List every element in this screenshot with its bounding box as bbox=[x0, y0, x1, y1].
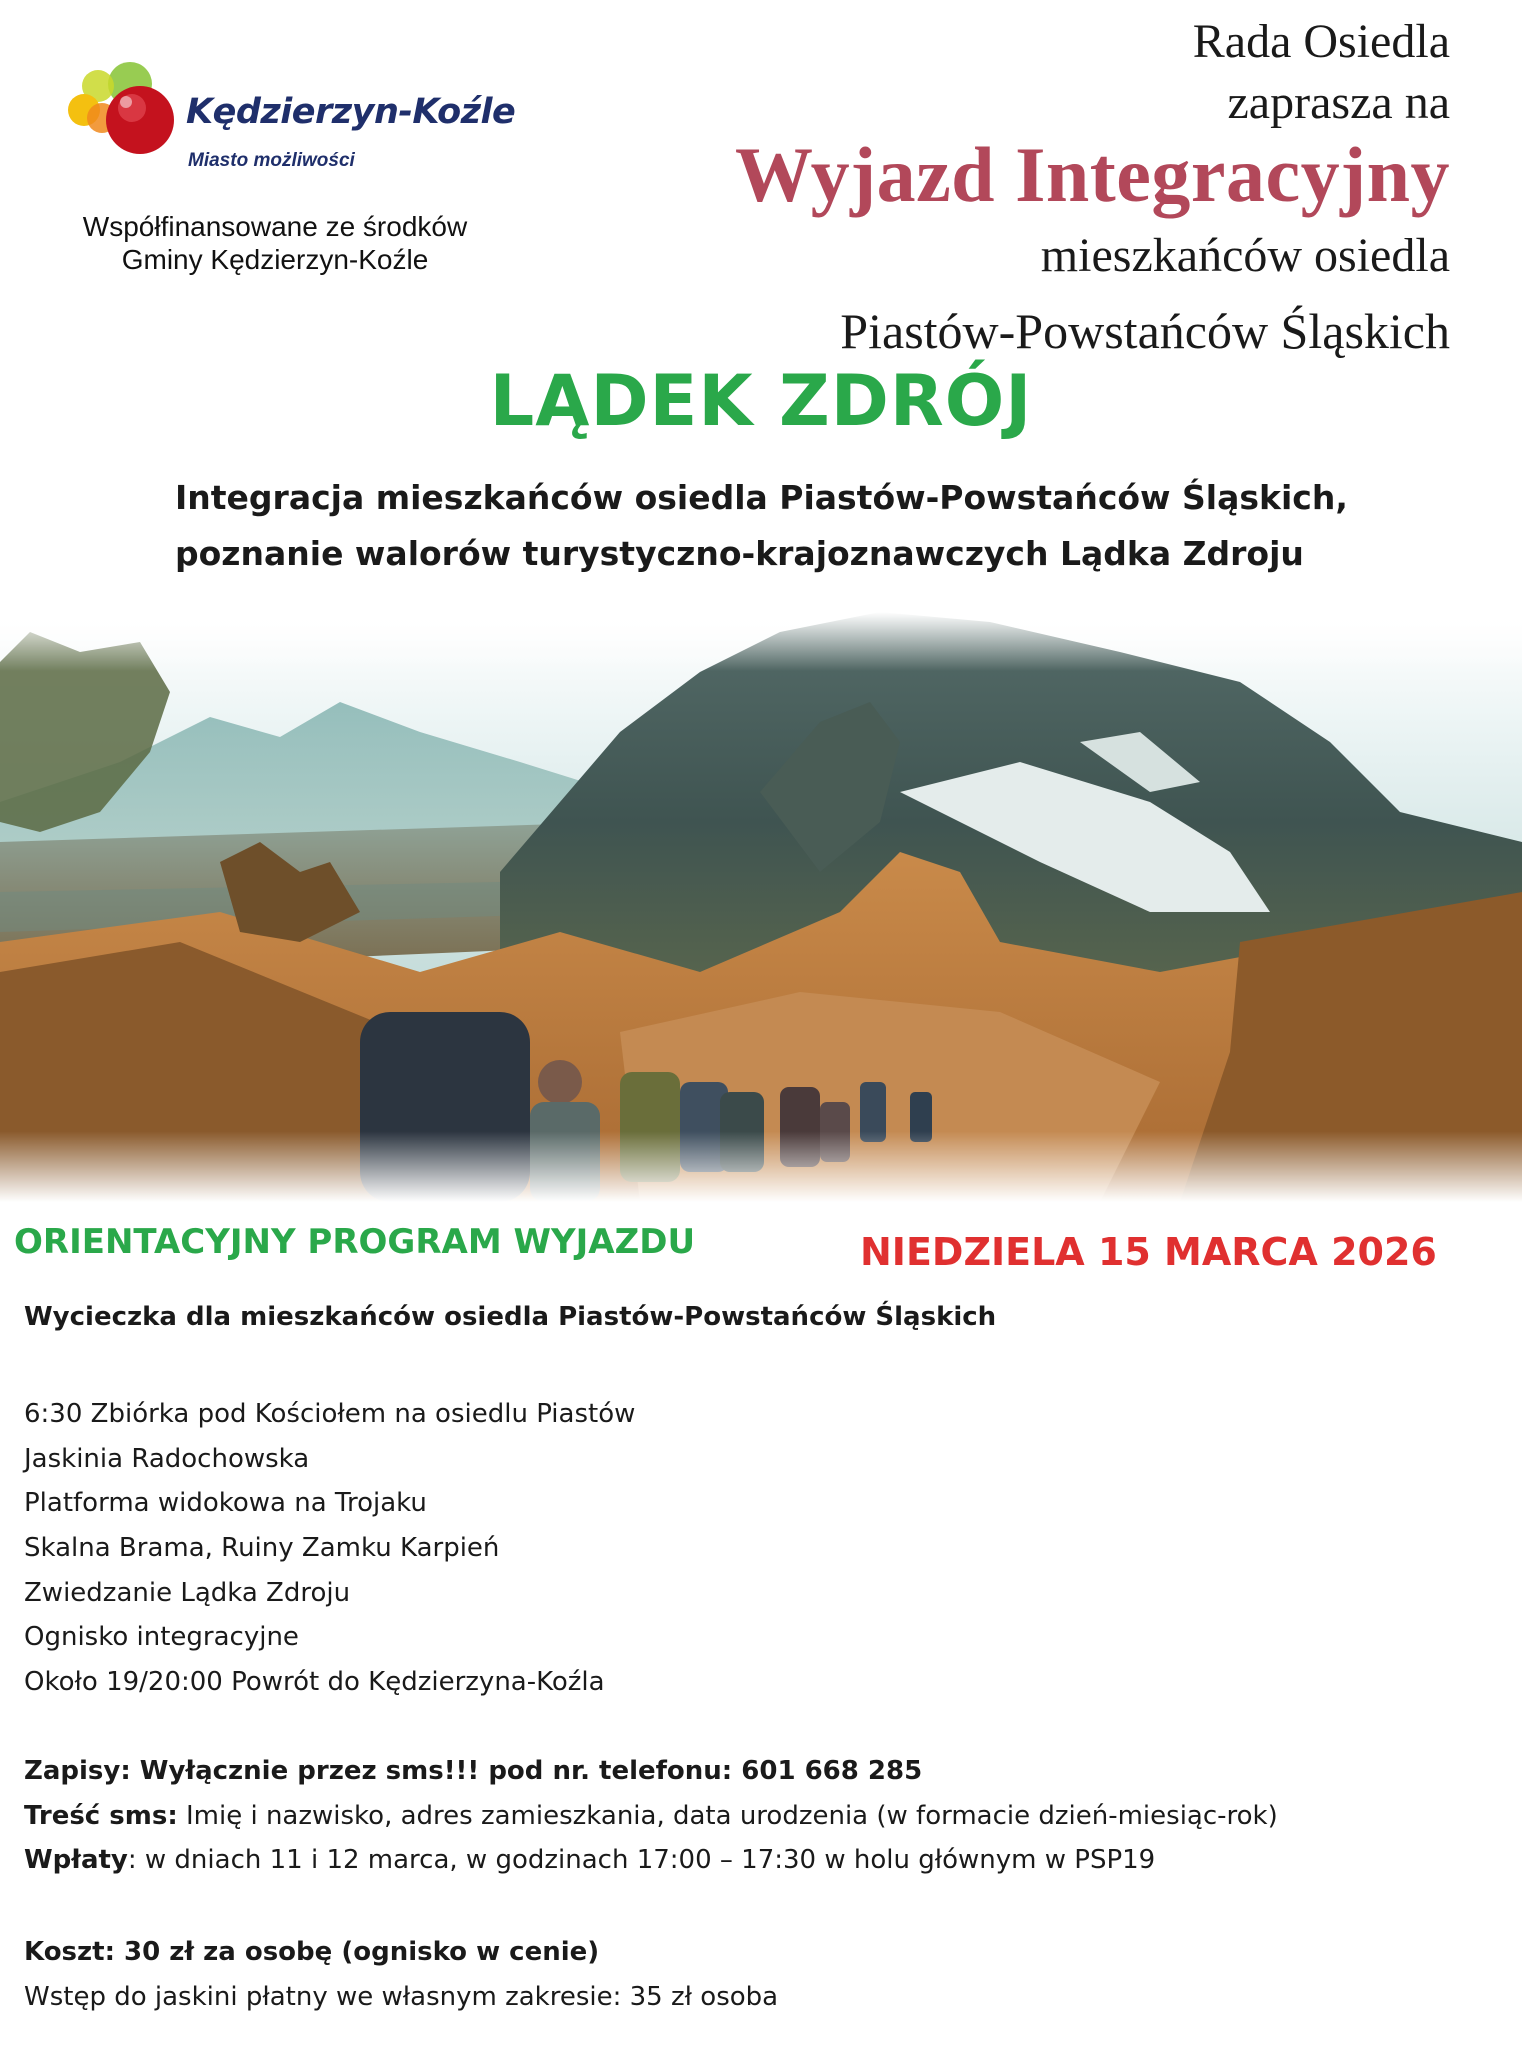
itinerary-item: Około 19/20:00 Powrót do Kędzierzyna-Koźla bbox=[24, 1667, 605, 1698]
cost-info: Koszt: 30 zł za osobę (ognisko w cenie) bbox=[24, 1937, 600, 1967]
invite-line: zaprasza na bbox=[1227, 76, 1450, 129]
itinerary-item: Zwiedzanie Lądka Zdroju bbox=[24, 1577, 351, 1608]
itinerary-item: Jaskinia Radochowska bbox=[24, 1443, 310, 1474]
estate-name-line: Piastów-Powstańców Śląskich bbox=[840, 303, 1450, 359]
mountain-hikers-photo bbox=[0, 612, 1522, 1202]
cofinancing-line-2: Gminy Kędzierzyn-Koźle bbox=[121, 244, 429, 275]
city-logo bbox=[62, 52, 192, 162]
cofinancing-line-1: Współfinansowane ze środków bbox=[82, 211, 468, 242]
sms-content-label: Treść sms: bbox=[24, 1801, 178, 1831]
payments-label: Wpłaty bbox=[24, 1845, 128, 1875]
itinerary-item: 6:30 Zbiórka pod Kościołem na osiedlu Piastów bbox=[24, 1399, 636, 1429]
sms-content-text: Imię i nazwisko, adres zamieszkania, data urodzenia (w formacie dzień-miesiąc-rok) bbox=[177, 1801, 1278, 1831]
program-intro: Wycieczka dla mieszkańców osiedla Piastów-Powstańców Śląskich bbox=[24, 1302, 997, 1332]
logo-tagline: Miasto możliwości bbox=[188, 150, 355, 171]
logo-city-name: Kędzierzyn-Koźle bbox=[186, 92, 516, 132]
payments-text: : w dniach 11 i 12 marca, w godzinach 17:00 – 17:30 w holu głównym w PSP19 bbox=[127, 1845, 1156, 1875]
goal-line-2: poznanie walorów turystyczno-krajoznawczych Lądka Zdroju bbox=[175, 534, 1304, 573]
itinerary-item: Skalna Brama, Ruiny Zamku Karpień bbox=[24, 1533, 500, 1564]
payments-info bbox=[24, 1845, 1155, 1875]
itinerary-list bbox=[24, 1392, 635, 1705]
goal-line-1: Integracja mieszkańców osiedla Piastów-Powstańców Śląskich, bbox=[175, 478, 1348, 517]
cave-fee-info: Wstęp do jaskini płatny we własnym zakresie: 35 zł osoba bbox=[24, 1982, 779, 2012]
cofinancing-note bbox=[20, 210, 530, 276]
destination-heading: LĄDEK ZDRÓJ bbox=[489, 360, 1033, 442]
event-title: Wyjazd Integracyjny bbox=[734, 131, 1450, 218]
event-date: NIEDZIELA 15 MARCA 2026 bbox=[860, 1230, 1437, 1274]
audience-line: mieszkańców osiedla bbox=[1040, 229, 1450, 282]
signup-info: Zapisy: Wyłącznie przez sms!!! pod nr. telefonu: 601 668 285 bbox=[24, 1756, 923, 1786]
itinerary-item: Platforma widokowa na Trojaku bbox=[24, 1488, 427, 1519]
itinerary-item: Ognisko integracyjne bbox=[24, 1622, 299, 1653]
program-heading: ORIENTACYJNY PROGRAM WYJAZDU bbox=[14, 1222, 696, 1262]
organizer-line: Rada Osiedla bbox=[1192, 15, 1450, 68]
sms-content-info bbox=[24, 1801, 1278, 1831]
